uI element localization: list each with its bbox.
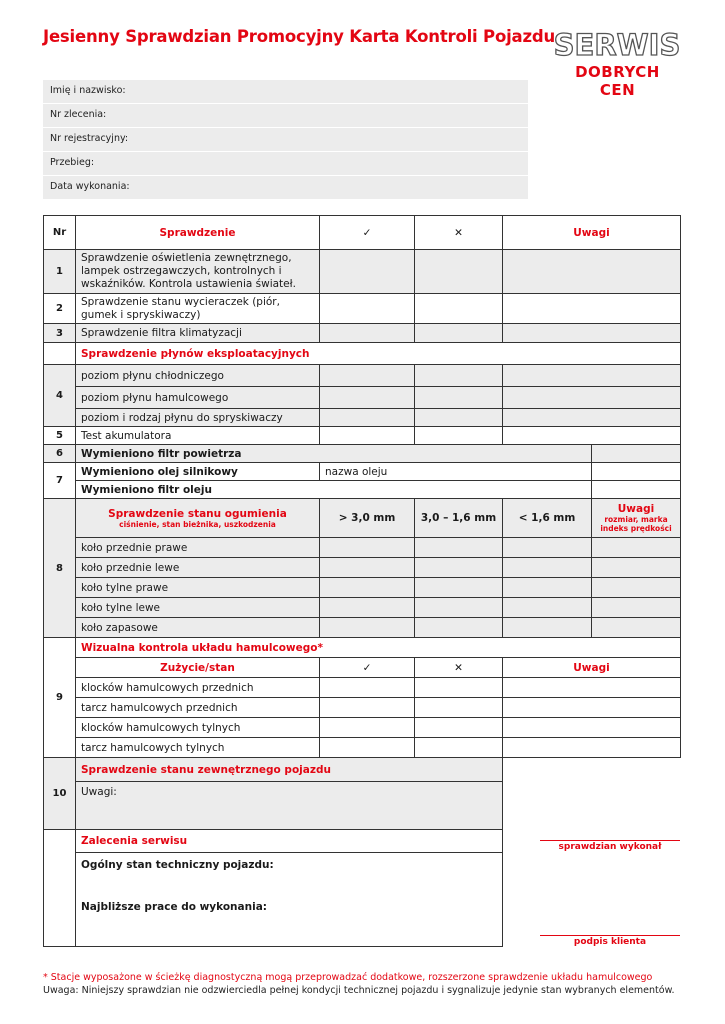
tyre-cell[interactable] bbox=[415, 558, 503, 578]
logo-serwis-text: SERWIS bbox=[553, 28, 681, 62]
bad-cell[interactable] bbox=[415, 409, 503, 427]
row-nr: 9 bbox=[44, 638, 76, 758]
notes-cell[interactable] bbox=[503, 365, 681, 387]
tyre-cell[interactable] bbox=[320, 618, 415, 638]
notes-cell[interactable] bbox=[592, 578, 681, 598]
row-label: koło tylne lewe bbox=[76, 598, 320, 618]
row-nr: 5 bbox=[44, 427, 76, 445]
footnote-brakes: * Stacje wyposażone w ścieżkę diagnostyczną mogą przeprowadzać dodatkowe, rozszerzone sprawdzenie układu hamulcowego bbox=[43, 972, 653, 983]
bad-cell[interactable] bbox=[415, 324, 503, 343]
tyre-cell[interactable] bbox=[503, 558, 592, 578]
tyre-cell[interactable] bbox=[320, 598, 415, 618]
header-notes: Uwagi bbox=[503, 216, 681, 250]
customer-form bbox=[43, 80, 528, 200]
table-row bbox=[44, 678, 681, 698]
check-cell[interactable] bbox=[592, 481, 681, 499]
brakes-title-row bbox=[44, 638, 681, 658]
ok-cell[interactable] bbox=[320, 387, 415, 409]
tyre-cell[interactable] bbox=[503, 538, 592, 558]
ok-cell[interactable] bbox=[320, 678, 415, 698]
row-nr: 7 bbox=[44, 463, 76, 499]
tyres-title: Sprawdzenie stanu ogumienia bbox=[108, 507, 287, 520]
row-label: klocków hamulcowych tylnych bbox=[76, 718, 320, 738]
form-field-registration[interactable]: Nr rejestracyjny: bbox=[43, 128, 528, 151]
check-cell[interactable] bbox=[592, 445, 681, 463]
ok-cell[interactable] bbox=[320, 365, 415, 387]
brakes-ok: ✓ bbox=[320, 658, 415, 678]
table-row bbox=[44, 343, 681, 365]
ok-cell[interactable] bbox=[320, 250, 415, 294]
bad-cell[interactable] bbox=[415, 738, 503, 758]
header-bad: ✕ bbox=[415, 216, 503, 250]
row-label: klocków hamulcowych przednich bbox=[76, 678, 320, 698]
section-title-recommend: Zalecenia serwisu bbox=[76, 830, 503, 853]
row-label: poziom i rodzaj płynu do spryskiwaczy bbox=[76, 409, 320, 427]
row-nr: 6 bbox=[44, 445, 76, 463]
exterior-notes[interactable]: Uwagi: bbox=[76, 782, 503, 830]
table-row bbox=[44, 409, 681, 427]
table-row bbox=[44, 538, 681, 558]
table-row bbox=[44, 718, 681, 738]
row-label: Wymieniono olej silnikowy bbox=[76, 463, 320, 481]
table-header-row bbox=[44, 216, 681, 250]
table-row bbox=[44, 558, 681, 578]
row-label: Sprawdzenie stanu wycieraczek (piór, gumek i spryskiwaczy) bbox=[76, 294, 320, 324]
tyres-notes: Uwagi bbox=[617, 502, 655, 515]
check-cell[interactable] bbox=[592, 463, 681, 481]
tyre-cell[interactable] bbox=[415, 578, 503, 598]
row-label: koło tylne prawe bbox=[76, 578, 320, 598]
signature-line-checked bbox=[540, 840, 680, 841]
footnote-disclaimer: Uwaga: Niniejszy sprawdzian nie odzwierciedla pełnej kondycji technicznej pojazdu i sygnalizuje jedynie stan wybranych elementów. bbox=[43, 985, 675, 996]
table-row bbox=[44, 250, 681, 294]
notes-cell[interactable] bbox=[503, 250, 681, 294]
row-nr: 2 bbox=[44, 294, 76, 324]
notes-cell[interactable] bbox=[592, 558, 681, 578]
row-label: Sprawdzenie filtra klimatyzacji bbox=[76, 324, 320, 343]
logo-serwis bbox=[552, 27, 682, 63]
header-check: Sprawdzenie bbox=[76, 216, 320, 250]
table-row bbox=[44, 294, 681, 324]
logo-dobrych-cen: DOBRYCH CEN bbox=[575, 63, 660, 99]
exterior-title-row bbox=[44, 758, 681, 782]
notes-cell[interactable] bbox=[503, 294, 681, 324]
notes-cell[interactable] bbox=[503, 678, 681, 698]
table-row bbox=[44, 698, 681, 718]
tyres-header-row bbox=[44, 499, 681, 538]
tyre-cell[interactable] bbox=[415, 598, 503, 618]
row-nr: 4 bbox=[44, 365, 76, 427]
table-row bbox=[44, 463, 681, 481]
signature-label-client: podpis klienta bbox=[573, 937, 647, 947]
row-label: koło przednie prawe bbox=[76, 538, 320, 558]
oil-name-field[interactable]: nazwa oleju bbox=[320, 463, 592, 481]
notes-cell[interactable] bbox=[592, 598, 681, 618]
ok-cell[interactable] bbox=[320, 427, 415, 445]
bad-cell[interactable] bbox=[415, 698, 503, 718]
row-label: Test akumulatora bbox=[76, 427, 320, 445]
notes-cell[interactable] bbox=[503, 698, 681, 718]
tyres-col-1: > 3,0 mm bbox=[320, 499, 415, 538]
tyre-cell[interactable] bbox=[503, 618, 592, 638]
tyres-notes-sub: rozmiar, marka indeks prędkości bbox=[600, 514, 672, 533]
bad-cell[interactable] bbox=[415, 250, 503, 294]
table-row bbox=[44, 481, 681, 499]
brakes-header-row bbox=[44, 658, 681, 678]
ok-cell[interactable] bbox=[320, 698, 415, 718]
table-row bbox=[44, 445, 681, 463]
row-label: koło zapasowe bbox=[76, 618, 320, 638]
table-row bbox=[44, 324, 681, 343]
row-label: tarcz hamulcowych przednich bbox=[76, 698, 320, 718]
signature-line-client bbox=[540, 935, 680, 936]
bad-cell[interactable] bbox=[415, 294, 503, 324]
form-field-name[interactable]: Imię i nazwisko: bbox=[43, 80, 528, 103]
ok-cell[interactable] bbox=[320, 738, 415, 758]
bad-cell[interactable] bbox=[415, 365, 503, 387]
row-nr: 1 bbox=[44, 250, 76, 294]
tyres-subtitle: ciśnienie, stan bieżnika, uszkodzenia bbox=[119, 519, 276, 529]
form-field-date[interactable]: Data wykonania: bbox=[43, 176, 528, 199]
recommend-body[interactable] bbox=[76, 853, 503, 947]
tyre-cell[interactable] bbox=[415, 618, 503, 638]
brakes-col-head: Zużycie/stan bbox=[76, 658, 320, 678]
notes-cell[interactable] bbox=[503, 409, 681, 427]
row-label: Sprawdzenie oświetlenia zewnętrznego, lampek ostrzegawczych, kontrolnych i wskaźników. Kontrola ustawienia świateł. bbox=[76, 250, 320, 294]
section-title-brakes: Wizualna kontrola układu hamulcowego* bbox=[76, 638, 681, 658]
row-label: tarcz hamulcowych tylnych bbox=[76, 738, 320, 758]
row-nr: 8 bbox=[44, 499, 76, 638]
tyre-cell[interactable] bbox=[320, 558, 415, 578]
ok-cell[interactable] bbox=[320, 324, 415, 343]
row-nr: 10 bbox=[44, 758, 76, 830]
general-condition-label: Ogólny stan techniczny pojazdu: bbox=[81, 859, 274, 871]
notes-cell[interactable] bbox=[503, 718, 681, 738]
table-row bbox=[44, 365, 681, 387]
notes-cell[interactable] bbox=[503, 738, 681, 758]
tyre-cell[interactable] bbox=[320, 538, 415, 558]
row-label: poziom płynu chłodniczego bbox=[76, 365, 320, 387]
brakes-bad: ✕ bbox=[415, 658, 503, 678]
section-title-exterior: Sprawdzenie stanu zewnętrznego pojazdu bbox=[76, 758, 503, 782]
bad-cell[interactable] bbox=[415, 718, 503, 738]
ok-cell[interactable] bbox=[320, 294, 415, 324]
tyres-notes-cell bbox=[592, 499, 681, 538]
row-label: Wymieniono filtr oleju bbox=[76, 481, 592, 499]
bad-cell[interactable] bbox=[415, 387, 503, 409]
ok-cell[interactable] bbox=[320, 409, 415, 427]
next-works-label: Najbliższe prace do wykonania: bbox=[81, 901, 267, 913]
row-label: koło przednie lewe bbox=[76, 558, 320, 578]
table-row bbox=[44, 387, 681, 409]
table-row bbox=[44, 738, 681, 758]
bad-cell[interactable] bbox=[415, 678, 503, 698]
table-row bbox=[44, 598, 681, 618]
tyres-title-cell bbox=[76, 499, 320, 538]
table-row bbox=[44, 578, 681, 598]
header-ok: ✓ bbox=[320, 216, 415, 250]
signature-label-checked: sprawdzian wykonał bbox=[558, 842, 662, 852]
tyre-cell[interactable] bbox=[503, 598, 592, 618]
bad-cell[interactable] bbox=[415, 427, 503, 445]
notes-cell[interactable] bbox=[503, 324, 681, 343]
row-label: Wymieniono filtr powietrza bbox=[76, 445, 592, 463]
tyres-col-3: < 1,6 mm bbox=[503, 499, 592, 538]
tyre-cell[interactable] bbox=[415, 538, 503, 558]
tyre-cell[interactable] bbox=[320, 578, 415, 598]
notes-cell[interactable] bbox=[592, 538, 681, 558]
brakes-notes: Uwagi bbox=[503, 658, 681, 678]
form-field-mileage[interactable]: Przebieg: bbox=[43, 152, 528, 175]
row-label: poziom płynu hamulcowego bbox=[76, 387, 320, 409]
row-nr: 3 bbox=[44, 324, 76, 343]
notes-cell[interactable] bbox=[592, 618, 681, 638]
tyre-cell[interactable] bbox=[503, 578, 592, 598]
tyres-col-2: 3,0 – 1,6 mm bbox=[415, 499, 503, 538]
table-row bbox=[44, 618, 681, 638]
ok-cell[interactable] bbox=[320, 718, 415, 738]
notes-cell[interactable] bbox=[503, 387, 681, 409]
header-nr: Nr bbox=[44, 216, 76, 250]
inspection-table bbox=[43, 215, 681, 947]
section-title-fluids: Sprawdzenie płynów eksploatacyjnych bbox=[76, 343, 681, 365]
page-title: Jesienny Sprawdzian Promocyjny Karta Kontroli Pojazdu. bbox=[43, 27, 562, 46]
notes-cell[interactable] bbox=[503, 427, 681, 445]
form-field-order[interactable]: Nr zlecenia: bbox=[43, 104, 528, 127]
table-row bbox=[44, 427, 681, 445]
